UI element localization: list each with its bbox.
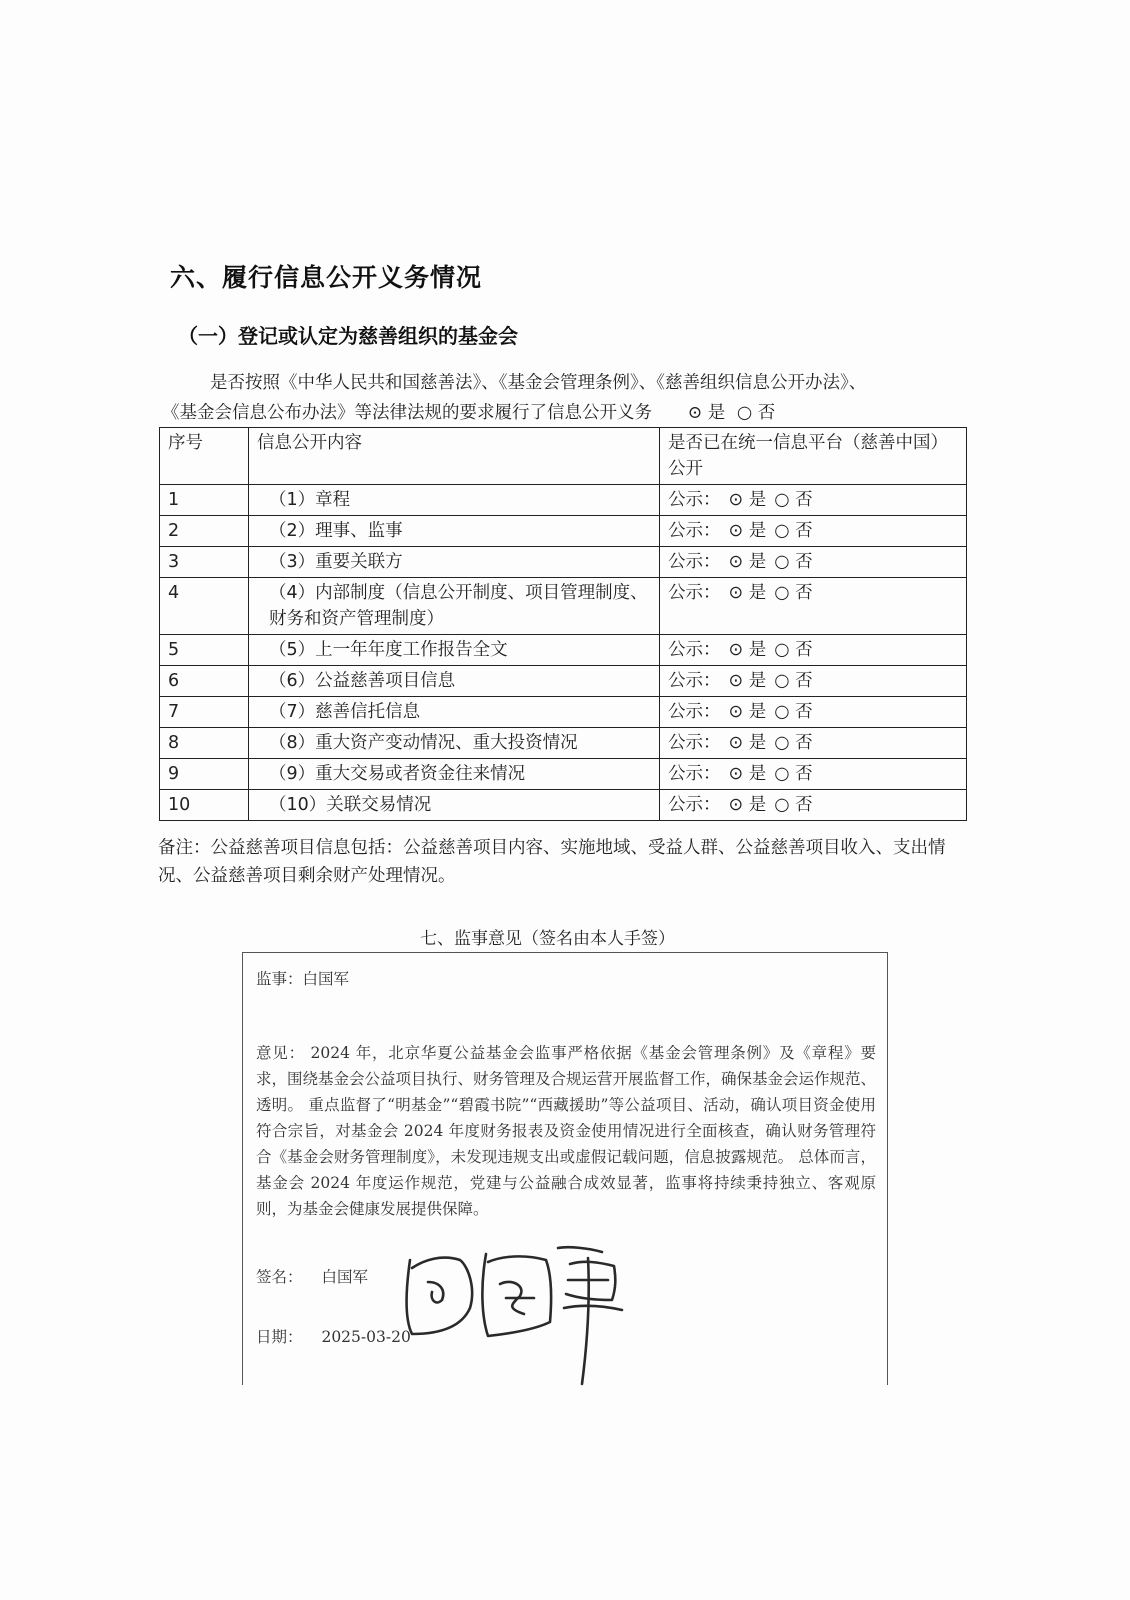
publication-no-option: ○ 否 (774, 795, 813, 815)
row-content: （8）重大资产变动情况、重大投资情况 (249, 728, 660, 759)
table-row (160, 635, 967, 666)
row-index: 2 (160, 516, 249, 547)
row-index: 3 (160, 547, 249, 578)
row-content: （6）公益慈善项目信息 (249, 666, 660, 697)
publication-no-option: ○ 否 (774, 583, 813, 603)
row-content: （1）章程 (249, 485, 660, 516)
date-row (256, 1325, 411, 1347)
row-publication-status (660, 790, 967, 821)
table-row (160, 666, 967, 697)
row-publication-status (660, 697, 967, 728)
publication-label: 公示： (668, 702, 721, 722)
row-index: 8 (160, 728, 249, 759)
table-row (160, 697, 967, 728)
table-note: 备注：公益慈善项目信息包括：公益慈善项目内容、实施地域、受益人群、公益慈善项目收入、支出情况、公益慈善项目剩余财产处理情况。 (158, 838, 946, 886)
row-content: （7）慈善信托信息 (249, 697, 660, 728)
row-index: 6 (160, 666, 249, 697)
row-publication-status (660, 635, 967, 666)
row-publication-status (660, 485, 967, 516)
row-index: 5 (160, 635, 249, 666)
row-publication-status (660, 516, 967, 547)
publication-yes-option: ⊙ 是 (728, 795, 767, 815)
table-header-row (160, 428, 967, 485)
header-content: 信息公开内容 (249, 428, 660, 485)
publication-yes-option: ⊙ 是 (728, 671, 767, 691)
supervisor-label: 监事：白国军 (256, 970, 350, 988)
publication-no-option: ○ 否 (774, 733, 813, 753)
intro-line-2-text: 《基金会信息公布办法》等法律法规的要求履行了信息公开义务 (162, 403, 652, 423)
publication-label: 公示： (668, 490, 721, 510)
date-label: 日期： (256, 1328, 303, 1346)
publication-yes-option: ⊙ 是 (728, 640, 767, 660)
row-publication-status (660, 547, 967, 578)
publication-no-option: ○ 否 (774, 702, 813, 722)
row-publication-status (660, 578, 967, 635)
publication-label: 公示： (668, 795, 721, 815)
table-row (160, 485, 967, 516)
table-row (160, 516, 967, 547)
row-index: 9 (160, 759, 249, 790)
row-publication-status (660, 666, 967, 697)
compliance-no-option: ○ 否 (736, 403, 776, 423)
publication-yes-option: ⊙ 是 (728, 764, 767, 784)
table-body (160, 485, 967, 821)
row-index: 10 (160, 790, 249, 821)
publication-yes-option: ⊙ 是 (728, 552, 767, 572)
compliance-statement (162, 368, 962, 428)
row-index: 4 (160, 578, 249, 635)
row-content: （4）内部制度（信息公开制度、项目管理制度、财务和资产管理制度） (249, 578, 660, 635)
intro-line-2 (162, 398, 962, 428)
compliance-yes-option: ⊙ 是 (687, 403, 726, 423)
row-content: （5）上一年年度工作报告全文 (249, 635, 660, 666)
section-7-title: 七、监事意见（签名由本人手签） (420, 929, 675, 949)
header-platform: 是否已在统一信息平台（慈善中国）公开 (660, 428, 967, 485)
publication-label: 公示： (668, 521, 721, 541)
signature-name: 白国军 (321, 1268, 368, 1286)
row-publication-status (660, 728, 967, 759)
table-row (160, 547, 967, 578)
section-6-subtitle: （一）登记或认定为慈善组织的基金会 (178, 324, 518, 348)
publication-yes-option: ⊙ 是 (728, 583, 767, 603)
intro-line-1: 是否按照《中华人民共和国慈善法》、《基金会管理条例》、《慈善组织信息公开办法》、 (210, 373, 867, 393)
row-content: （2）理事、监事 (249, 516, 660, 547)
publication-yes-option: ⊙ 是 (728, 733, 767, 753)
table-row (160, 790, 967, 821)
table-row (160, 759, 967, 790)
table-row (160, 578, 967, 635)
publication-no-option: ○ 否 (774, 490, 813, 510)
publication-no-option: ○ 否 (774, 640, 813, 660)
publication-yes-option: ⊙ 是 (728, 490, 767, 510)
publication-no-option: ○ 否 (774, 521, 813, 541)
publication-label: 公示： (668, 671, 721, 691)
publication-no-option: ○ 否 (774, 764, 813, 784)
row-index: 1 (160, 485, 249, 516)
publication-label: 公示： (668, 552, 721, 572)
date-value: 2025-03-20 (321, 1328, 411, 1346)
signature-row (256, 1265, 368, 1287)
row-index: 7 (160, 697, 249, 728)
publication-yes-option: ⊙ 是 (728, 702, 767, 722)
publication-label: 公示： (668, 733, 721, 753)
publication-label: 公示： (668, 640, 721, 660)
publication-label: 公示： (668, 764, 721, 784)
publication-no-option: ○ 否 (774, 552, 813, 572)
header-index: 序号 (160, 428, 249, 485)
handwritten-signature (402, 1238, 632, 1388)
row-content: （3）重要关联方 (249, 547, 660, 578)
table-row (160, 728, 967, 759)
signature-label: 签名： (256, 1268, 303, 1286)
section-6-title: 六、履行信息公开义务情况 (170, 263, 483, 292)
publication-label: 公示： (668, 583, 721, 603)
disclosure-table (159, 427, 967, 821)
row-content: （10）关联交易情况 (249, 790, 660, 821)
publication-yes-option: ⊙ 是 (728, 521, 767, 541)
row-content: （9）重大交易或者资金往来情况 (249, 759, 660, 790)
supervisor-opinion: 意见： 2024 年，北京华夏公益基金会监事严格依据《基金会管理条例》及《章程》要求，围绕基金会公益项目执行、财务管理及合规运营开展监督工作，确保基金会运作规范、透明。 重点监督了“明基金”“碧霞书院”“西藏援助”等公益项目、活动，确认项目资金使用符合宗旨，对基金会 2024 年度财务报表及资金使用情况进行全面核查，确认财务管理符合《基金会财务管理制度》，未发现违规支出或虚假记载问题，信息披露规范。 总体而言，基金会 2024 年度运作规范，党建与公益融合成效显著，监事将持续秉持独立、客观原则，为基金会健康发展提供保障。 (256, 1044, 877, 1218)
publication-no-option: ○ 否 (774, 671, 813, 691)
row-publication-status (660, 759, 967, 790)
compliance-radio-group (664, 398, 782, 428)
